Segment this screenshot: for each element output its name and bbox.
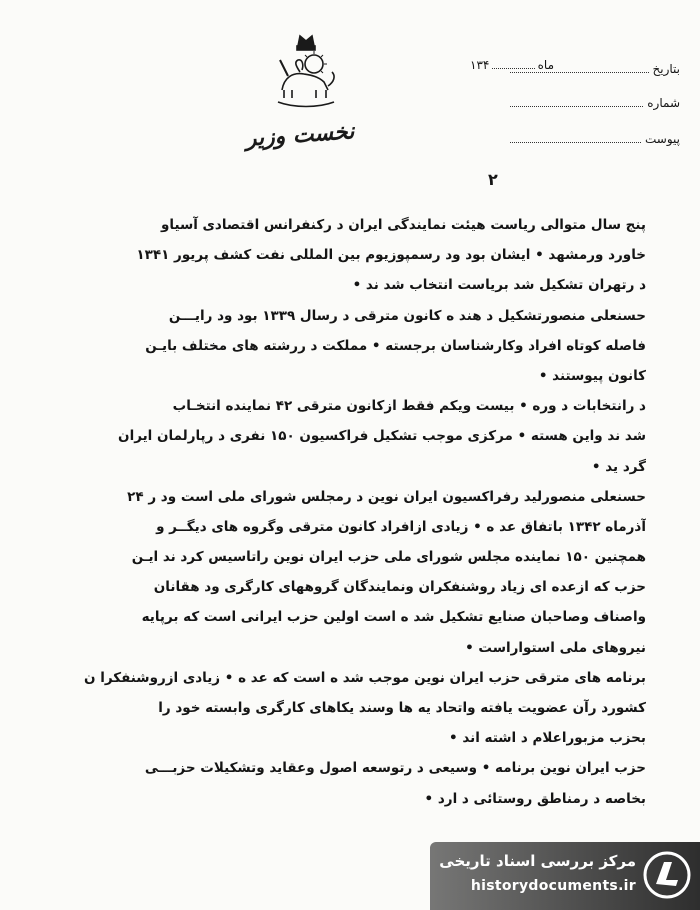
body-line: کشورد رآن عضویت یافته واتحاد یه ها وسند یکاهای کارگری وابسته خود را bbox=[158, 700, 646, 716]
lion-and-sun-emblem-icon bbox=[270, 32, 342, 112]
body-line: حسنعلی منصورتشکیل د هند ه کانون مترقی د رسال ۱۳۳۹ بود ود رایـــن bbox=[168, 307, 646, 324]
year-value: ۱۳۴ bbox=[470, 58, 490, 72]
body-line: گرد ید • bbox=[591, 458, 646, 475]
body-line: د رتهران تشکیل شد بریاست انتخاب شد ند • bbox=[352, 277, 646, 294]
page-number: ۲ bbox=[488, 170, 498, 189]
body-line: کانون پیوستند • bbox=[538, 367, 646, 384]
body-line: خاورد ورمشهد • ایشان بود ود رسمپوزیوم بین المللی نفت کشف پریور ۱۳۴۱ bbox=[136, 247, 646, 264]
body-line: د رانتخابات د وره • بیست ویکم فقط ازکانون مترقی ۴۲ نماینده انتخـاب bbox=[172, 398, 646, 415]
month-year-field bbox=[470, 58, 554, 72]
body-line: آذرماه ۱۳۴۲ باتفاق عد ه • زیادی ازافراد کانون مترقی وگروه های دیگــر و bbox=[156, 518, 646, 535]
archive-logo-icon bbox=[642, 850, 692, 900]
body-line: بخاصه د رمناطق روستائی د ارد • bbox=[424, 790, 646, 807]
prime-minister-title: نخست وزیر bbox=[244, 118, 356, 152]
number-dots bbox=[510, 97, 643, 107]
body-line: برنامه های مترقی حزب ایران نوین موجب شد ه است که عد ه • زیادی ازروشنفکرا ن bbox=[83, 669, 646, 686]
number-field bbox=[510, 96, 680, 110]
watermark-fa-text: مرکز بررسی اسناد تاریخی bbox=[439, 852, 636, 870]
date-label: بتاریخ bbox=[652, 62, 680, 76]
number-label: شماره bbox=[647, 96, 680, 110]
body-line: حسنعلی منصورلید رفراکسیون ایران نوین د رمجلس شورای ملی است ود ر ۲۴ bbox=[127, 488, 646, 505]
body-line: پنج سال متوالی ریاست هیئت نمایندگی ایران د رکنفرانس اقتصادی آسیاو bbox=[160, 217, 646, 233]
attachment-field bbox=[510, 132, 680, 146]
month-label: ماه bbox=[537, 58, 554, 72]
body-line: فاصله کوتاه افراد وکارشناسان برجسته • مملکت د ررشته های مختلف بایـن bbox=[145, 337, 646, 354]
attachment-label: پیوست bbox=[645, 132, 680, 146]
body-line: شد ند واین هسته • مرکزی موجب تشکیل فراکسیون ۱۵۰ نفری د رپارلمان ایران bbox=[118, 428, 646, 445]
body-line: همچنین ۱۵۰ نماینده مجلس شورای ملی حزب ایران نوین راتاسیس کرد ند ایـن bbox=[131, 549, 646, 566]
watermark-url-text: historydocuments.ir bbox=[470, 878, 636, 894]
body-line: واصناف وصاحبان صنایع تشکیل شد ه است اولین حزب ایرانی است که برپایه bbox=[141, 609, 646, 626]
body-line: نیروهای ملی استواراست • bbox=[465, 639, 646, 656]
document-body bbox=[38, 210, 646, 814]
month-dots bbox=[492, 59, 534, 69]
body-line: بحزب مزبوراعلام د اشته اند • bbox=[449, 730, 646, 747]
body-line: حزب ایران نوین برنامه • وسیعی د رتوسعه اصول وعقاید وتشکیلات حزبـــی bbox=[144, 760, 646, 777]
watermark bbox=[430, 842, 700, 910]
body-line: حزب که ازعده ای زیاد روشنفکران ونمایندگان گروههای کارگری ود هقانان bbox=[153, 579, 646, 596]
attachment-dots bbox=[510, 133, 641, 143]
